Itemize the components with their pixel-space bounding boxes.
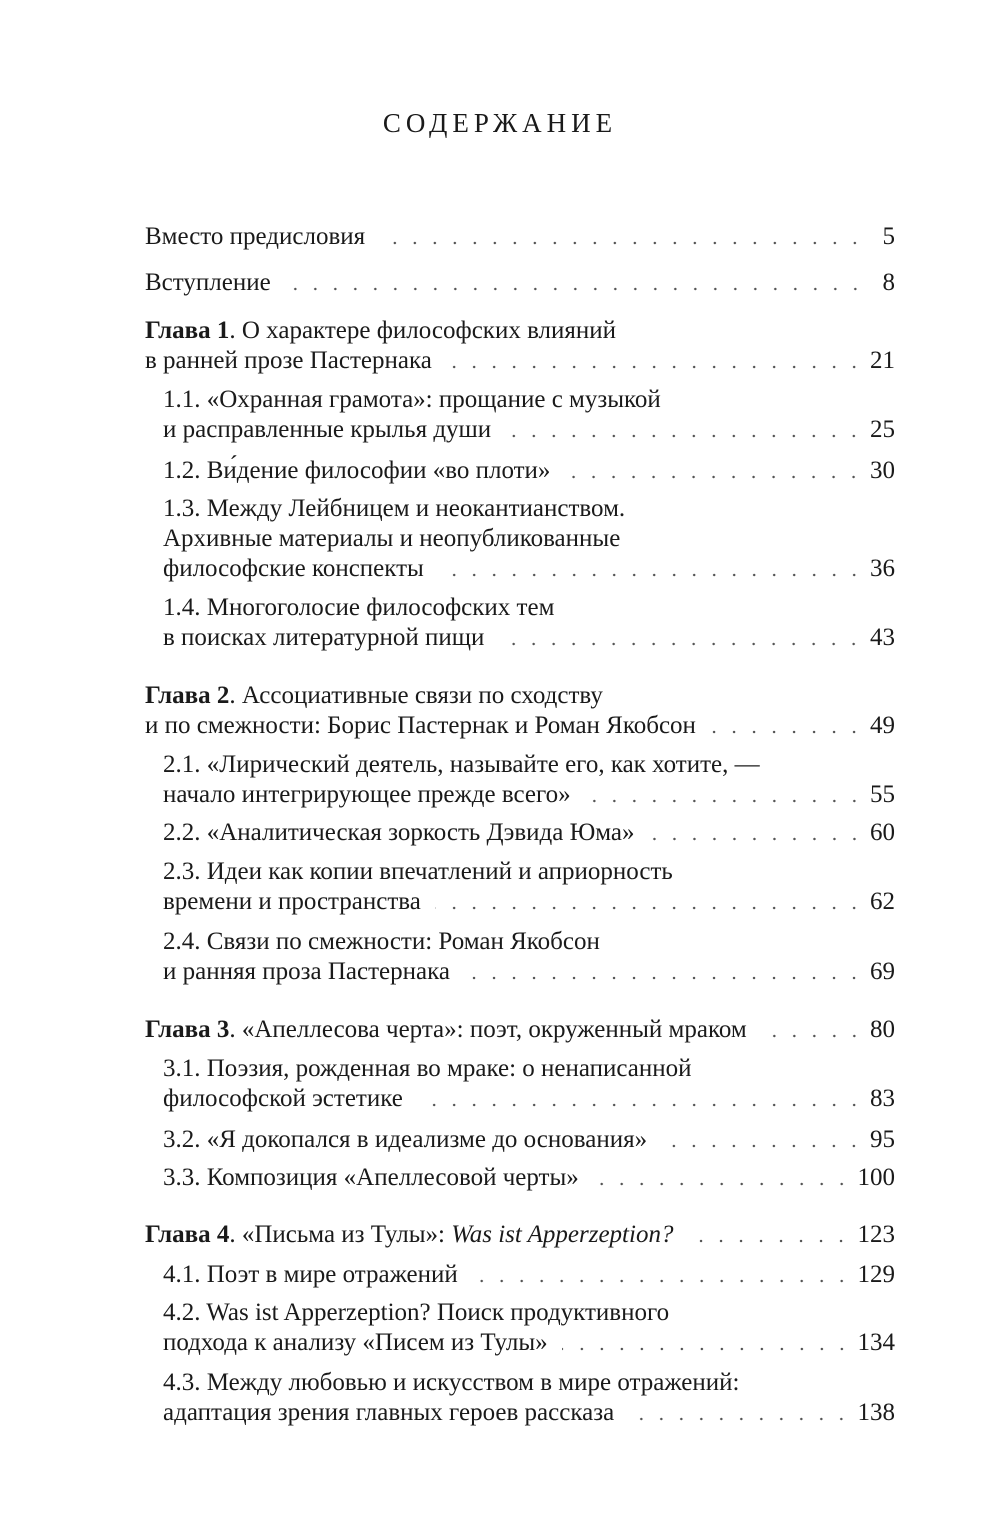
page-title: СОДЕРЖАНИЕ — [382, 108, 618, 138]
dot-leader — [564, 474, 864, 480]
toc-text — [163, 554, 424, 584]
page-number: 123 — [857, 1221, 895, 1248]
toc-line — [163, 818, 895, 848]
toc-line-text: 1.2. Ви́дение философии «во плоти» — [163, 457, 551, 484]
page-number: 25 — [870, 416, 895, 443]
toc-line-text: философской эстетике — [163, 1085, 403, 1112]
toc-text — [163, 858, 673, 885]
dot-leader — [464, 975, 864, 981]
page-number: 134 — [857, 1329, 895, 1356]
toc-line — [163, 1298, 895, 1328]
toc-line-text: 3.1. Поэзия, рожденная во мраке: о ненаписанной — [163, 1055, 692, 1082]
toc-text — [163, 1299, 669, 1326]
toc-text — [145, 682, 603, 709]
dot-leader — [628, 1416, 851, 1422]
toc-line-text: . «Апеллесова черта»: поэт, окруженный мраком — [229, 1016, 747, 1043]
toc-subsection — [163, 1054, 895, 1114]
toc-entry — [145, 222, 895, 252]
toc-line — [145, 681, 895, 711]
toc-text — [163, 1125, 647, 1155]
toc-line-text: времени и пространства — [163, 888, 421, 915]
toc-text — [145, 1015, 747, 1045]
dot-leader — [661, 1143, 864, 1149]
toc-text — [163, 415, 491, 445]
toc-line — [145, 711, 895, 741]
toc-text — [163, 495, 625, 522]
toc-line-text: 3.3. Композиция «Апеллесовой черты» — [163, 1164, 579, 1191]
page-number: 60 — [870, 819, 895, 846]
toc-subsection — [163, 857, 895, 917]
toc-line-text: . Ассоциативные связи по сходству — [229, 682, 603, 709]
toc-line-text: в поисках литературной пищи — [163, 624, 485, 651]
toc-entry — [145, 1220, 895, 1250]
toc-subsection — [163, 494, 895, 584]
toc-line-text: и расправленные крылья души — [163, 416, 492, 443]
toc-line — [145, 268, 895, 298]
toc-line — [163, 554, 895, 584]
dot-leader — [438, 572, 864, 578]
page-number: 69 — [870, 958, 895, 985]
toc-line-text: подхода к анализу «Писем из Тулы» — [163, 1329, 548, 1356]
toc-text — [163, 780, 571, 810]
dot-leader — [585, 798, 864, 804]
toc-subsection — [163, 1163, 895, 1193]
toc-line-text: 1.1. «Охранная грамота»: прощание с музыкой — [163, 386, 661, 413]
page-number: 43 — [870, 624, 895, 651]
page-number: 83 — [870, 1085, 895, 1112]
toc-text — [163, 928, 600, 955]
dot-leader — [593, 1181, 852, 1187]
toc-line — [163, 1054, 895, 1084]
page-number: 21 — [870, 347, 895, 374]
toc-line — [163, 1125, 895, 1155]
toc-line-text: 1.3. Между Лейбницем и неокантианством. — [163, 495, 626, 522]
toc-line — [163, 927, 895, 957]
dot-leader — [562, 1346, 852, 1352]
toc-line — [163, 494, 895, 524]
toc-line — [163, 1084, 895, 1114]
toc-text — [163, 887, 421, 917]
toc-subsection — [163, 818, 895, 848]
dot-leader — [285, 286, 865, 292]
page-number: 100 — [857, 1164, 895, 1191]
page-number: 80 — [870, 1016, 895, 1043]
toc-line — [163, 1398, 895, 1428]
toc-line — [163, 456, 895, 486]
toc-line — [145, 346, 895, 376]
dot-leader — [379, 240, 865, 246]
toc-line-text: 2.4. Связи по смежности: Роман Якобсон — [163, 928, 600, 955]
toc-subsection — [163, 927, 895, 987]
toc-text — [163, 751, 760, 778]
toc-line — [145, 1220, 895, 1250]
toc-line-text: Вступление — [145, 269, 271, 296]
toc-line-text: 2.2. «Аналитическая зоркость Дэвида Юма» — [163, 819, 635, 846]
toc-line-text: 4.2. Was ist Apperzeption? Поиск продуктивного — [163, 1299, 670, 1326]
toc-line-text: в ранней прозе Пастернака — [145, 347, 432, 374]
toc-text — [163, 594, 554, 621]
toc-line-text: и по смежности: Борис Пастернак и Роман Якобсон — [145, 712, 696, 739]
toc-subsection — [163, 1125, 895, 1155]
toc-text — [163, 957, 450, 987]
toc-line — [145, 1015, 895, 1045]
toc-text — [163, 623, 484, 653]
toc-subsection — [163, 1298, 895, 1358]
toc-text — [163, 1369, 739, 1396]
dot-leader — [649, 836, 864, 842]
page-number: 55 — [870, 781, 895, 808]
toc-subsection — [163, 1260, 895, 1290]
toc-text — [145, 317, 616, 344]
toc-line-text: 2.1. «Лирический деятель, называйте его, как хотите, — — [163, 751, 760, 778]
dot-leader — [498, 641, 864, 647]
dot-leader — [472, 1278, 852, 1284]
toc-entry — [145, 316, 895, 376]
toc-line — [163, 524, 895, 554]
toc-line-text: адаптация зрения главных героев рассказа — [163, 1399, 615, 1426]
toc-text — [163, 386, 661, 413]
toc-line — [163, 623, 895, 653]
toc-line — [163, 593, 895, 623]
chapter-label: Глава 3 — [145, 1016, 230, 1043]
toc-line — [145, 222, 895, 252]
dot-leader — [761, 1033, 864, 1039]
toc-line — [163, 957, 895, 987]
toc-italic-text: Was ist Apperzeption? — [451, 1221, 674, 1248]
toc-text — [145, 346, 432, 376]
toc-line-text: . О характере философских влияний — [229, 317, 617, 344]
toc-line — [163, 780, 895, 810]
page-number: 36 — [870, 555, 895, 582]
page-number: 8 — [882, 269, 895, 296]
toc-text — [145, 711, 696, 741]
toc-subsection — [163, 593, 895, 653]
toc-line — [145, 316, 895, 346]
toc-subsection — [163, 456, 895, 486]
toc-line — [163, 1260, 895, 1290]
toc-line — [163, 750, 895, 780]
toc-text — [145, 222, 365, 252]
page-number: 49 — [870, 712, 895, 739]
toc-line — [163, 385, 895, 415]
page-number: 5 — [882, 223, 895, 250]
toc-line — [163, 857, 895, 887]
page-number: 62 — [870, 888, 895, 915]
toc-line-text: и ранняя проза Пастернака — [163, 958, 450, 985]
page-number: 30 — [870, 457, 895, 484]
toc-text — [145, 268, 271, 298]
toc-text — [163, 1260, 458, 1290]
toc-line — [163, 1328, 895, 1358]
toc-line-text: Архивные материалы и неопубликованные — [163, 525, 621, 552]
toc-text — [163, 1084, 403, 1114]
toc-entry — [145, 681, 895, 741]
page-number: 129 — [857, 1261, 895, 1288]
toc-entry — [145, 268, 895, 298]
chapter-label: Глава 1 — [145, 317, 230, 344]
toc-entry — [145, 1015, 895, 1045]
toc-line-text: начало интегрирующее прежде всего» — [163, 781, 571, 808]
toc-subsection — [163, 750, 895, 810]
toc-line-text: 2.3. Идеи как копии впечатлений и априорность — [163, 858, 673, 885]
dot-leader — [435, 905, 864, 911]
toc-subsection — [163, 1368, 895, 1428]
toc-line-text: 4.3. Между любовью и искусством в мире отражений: — [163, 1369, 740, 1396]
toc-text — [163, 456, 550, 486]
toc-text — [163, 1055, 692, 1082]
toc-line-text: 4.1. Поэт в мире отражений — [163, 1261, 458, 1288]
toc-line — [163, 1163, 895, 1193]
dot-leader — [710, 729, 864, 735]
toc-text — [163, 525, 620, 552]
chapter-label: Глава 4 — [145, 1221, 230, 1248]
toc-line-text: философские конспекты — [163, 555, 424, 582]
toc-subsection — [163, 385, 895, 445]
toc-line — [163, 1368, 895, 1398]
toc-text — [163, 1163, 579, 1193]
toc-text — [163, 818, 635, 848]
toc-text — [163, 1398, 614, 1428]
toc-line-text: Вместо предисловия — [145, 223, 366, 250]
toc-line-text: . «Письма из Тулы»: — [229, 1221, 452, 1248]
dot-leader — [505, 433, 864, 439]
toc-text — [163, 1328, 548, 1358]
dot-leader — [687, 1238, 851, 1244]
dot-leader — [417, 1102, 864, 1108]
toc-line-text: 1.4. Многоголосие философских тем — [163, 594, 555, 621]
page-number: 95 — [870, 1126, 895, 1153]
toc-text — [145, 1220, 673, 1250]
page-number: 138 — [857, 1399, 895, 1426]
toc-line — [163, 415, 895, 445]
toc-line-text: 3.2. «Я докопался в идеализме до основания» — [163, 1126, 648, 1153]
dot-leader — [446, 364, 864, 370]
chapter-label: Глава 2 — [145, 682, 230, 709]
toc-line — [163, 887, 895, 917]
